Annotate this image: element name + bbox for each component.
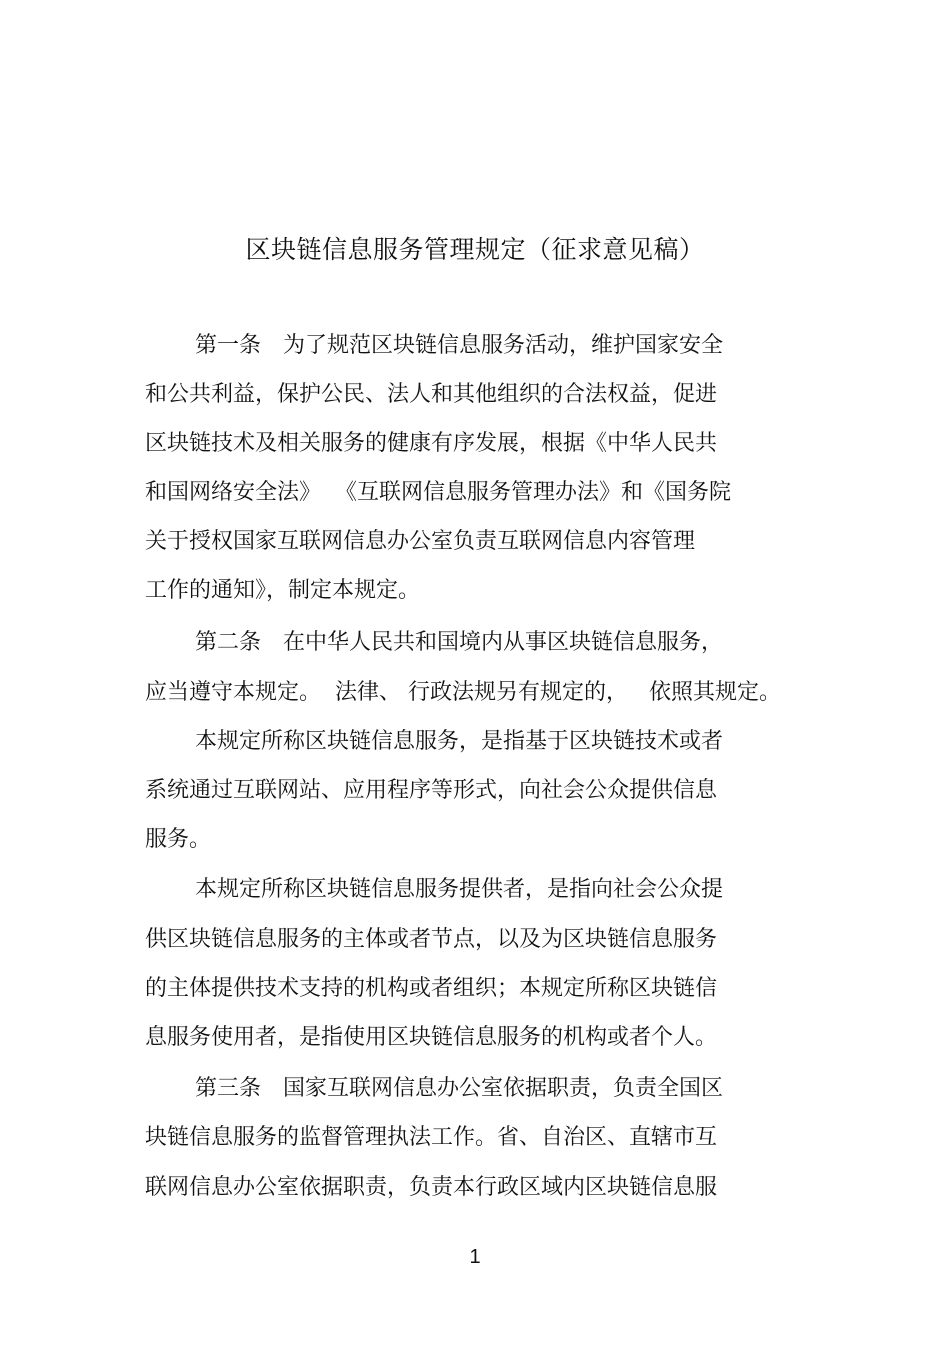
paragraph-line: 的主体提供技术支持的机构或者组织；本规定所称区块链信 (145, 976, 718, 1001)
document-title: 区块链信息服务管理规定（征求意见稿） (245, 235, 705, 264)
paragraph-line: 第二条 在中华人民共和国境内从事区块链信息服务， (195, 630, 724, 655)
paragraph-line: 本规定所称区块链信息服务，是指基于区块链技术或者 (195, 729, 724, 754)
paragraph-line: 第一条 为了规范区块链信息服务活动，维护国家安全 (195, 333, 724, 358)
paragraph-line: 区块链技术及相关服务的健康有序发展，根据《中华人民共 (145, 431, 718, 456)
paragraph-line: 和国网络安全法》 《互联网信息服务管理办法》和《国务院 (145, 480, 731, 505)
paragraph-line: 第三条 国家互联网信息办公室依据职责，负责全国区 (195, 1076, 724, 1101)
paragraph-line: 关于授权国家互联网信息办公室负责互联网信息内容管理 (145, 529, 696, 554)
paragraph-line: 供区块链信息服务的主体或者节点，以及为区块链信息服务 (145, 927, 718, 952)
paragraph-line: 联网信息办公室依据职责，负责本行政区域内区块链信息服 (145, 1175, 718, 1200)
paragraph-line: 本规定所称区块链信息服务提供者，是指向社会公众提 (195, 877, 724, 902)
paragraph-line: 应当遵守本规定。 法律、 行政法规另有规定的， 依照其规定。 (145, 680, 781, 705)
paragraph-line: 工作的通知》，制定本规定。 (145, 578, 421, 603)
paragraph-line: 息服务使用者，是指使用区块链信息服务的机构或者个人。 (145, 1025, 718, 1050)
paragraph-line: 系统通过互联网站、应用程序等形式，向社会公众提供信息 (145, 778, 718, 803)
page-number: 1 (469, 1246, 481, 1268)
paragraph-line: 服务。 (145, 827, 212, 852)
paragraph-line: 块链信息服务的监督管理执法工作。省、自治区、直辖市互 (145, 1125, 718, 1150)
paragraph-line: 和公共利益，保护公民、法人和其他组织的合法权益，促进 (145, 382, 718, 407)
